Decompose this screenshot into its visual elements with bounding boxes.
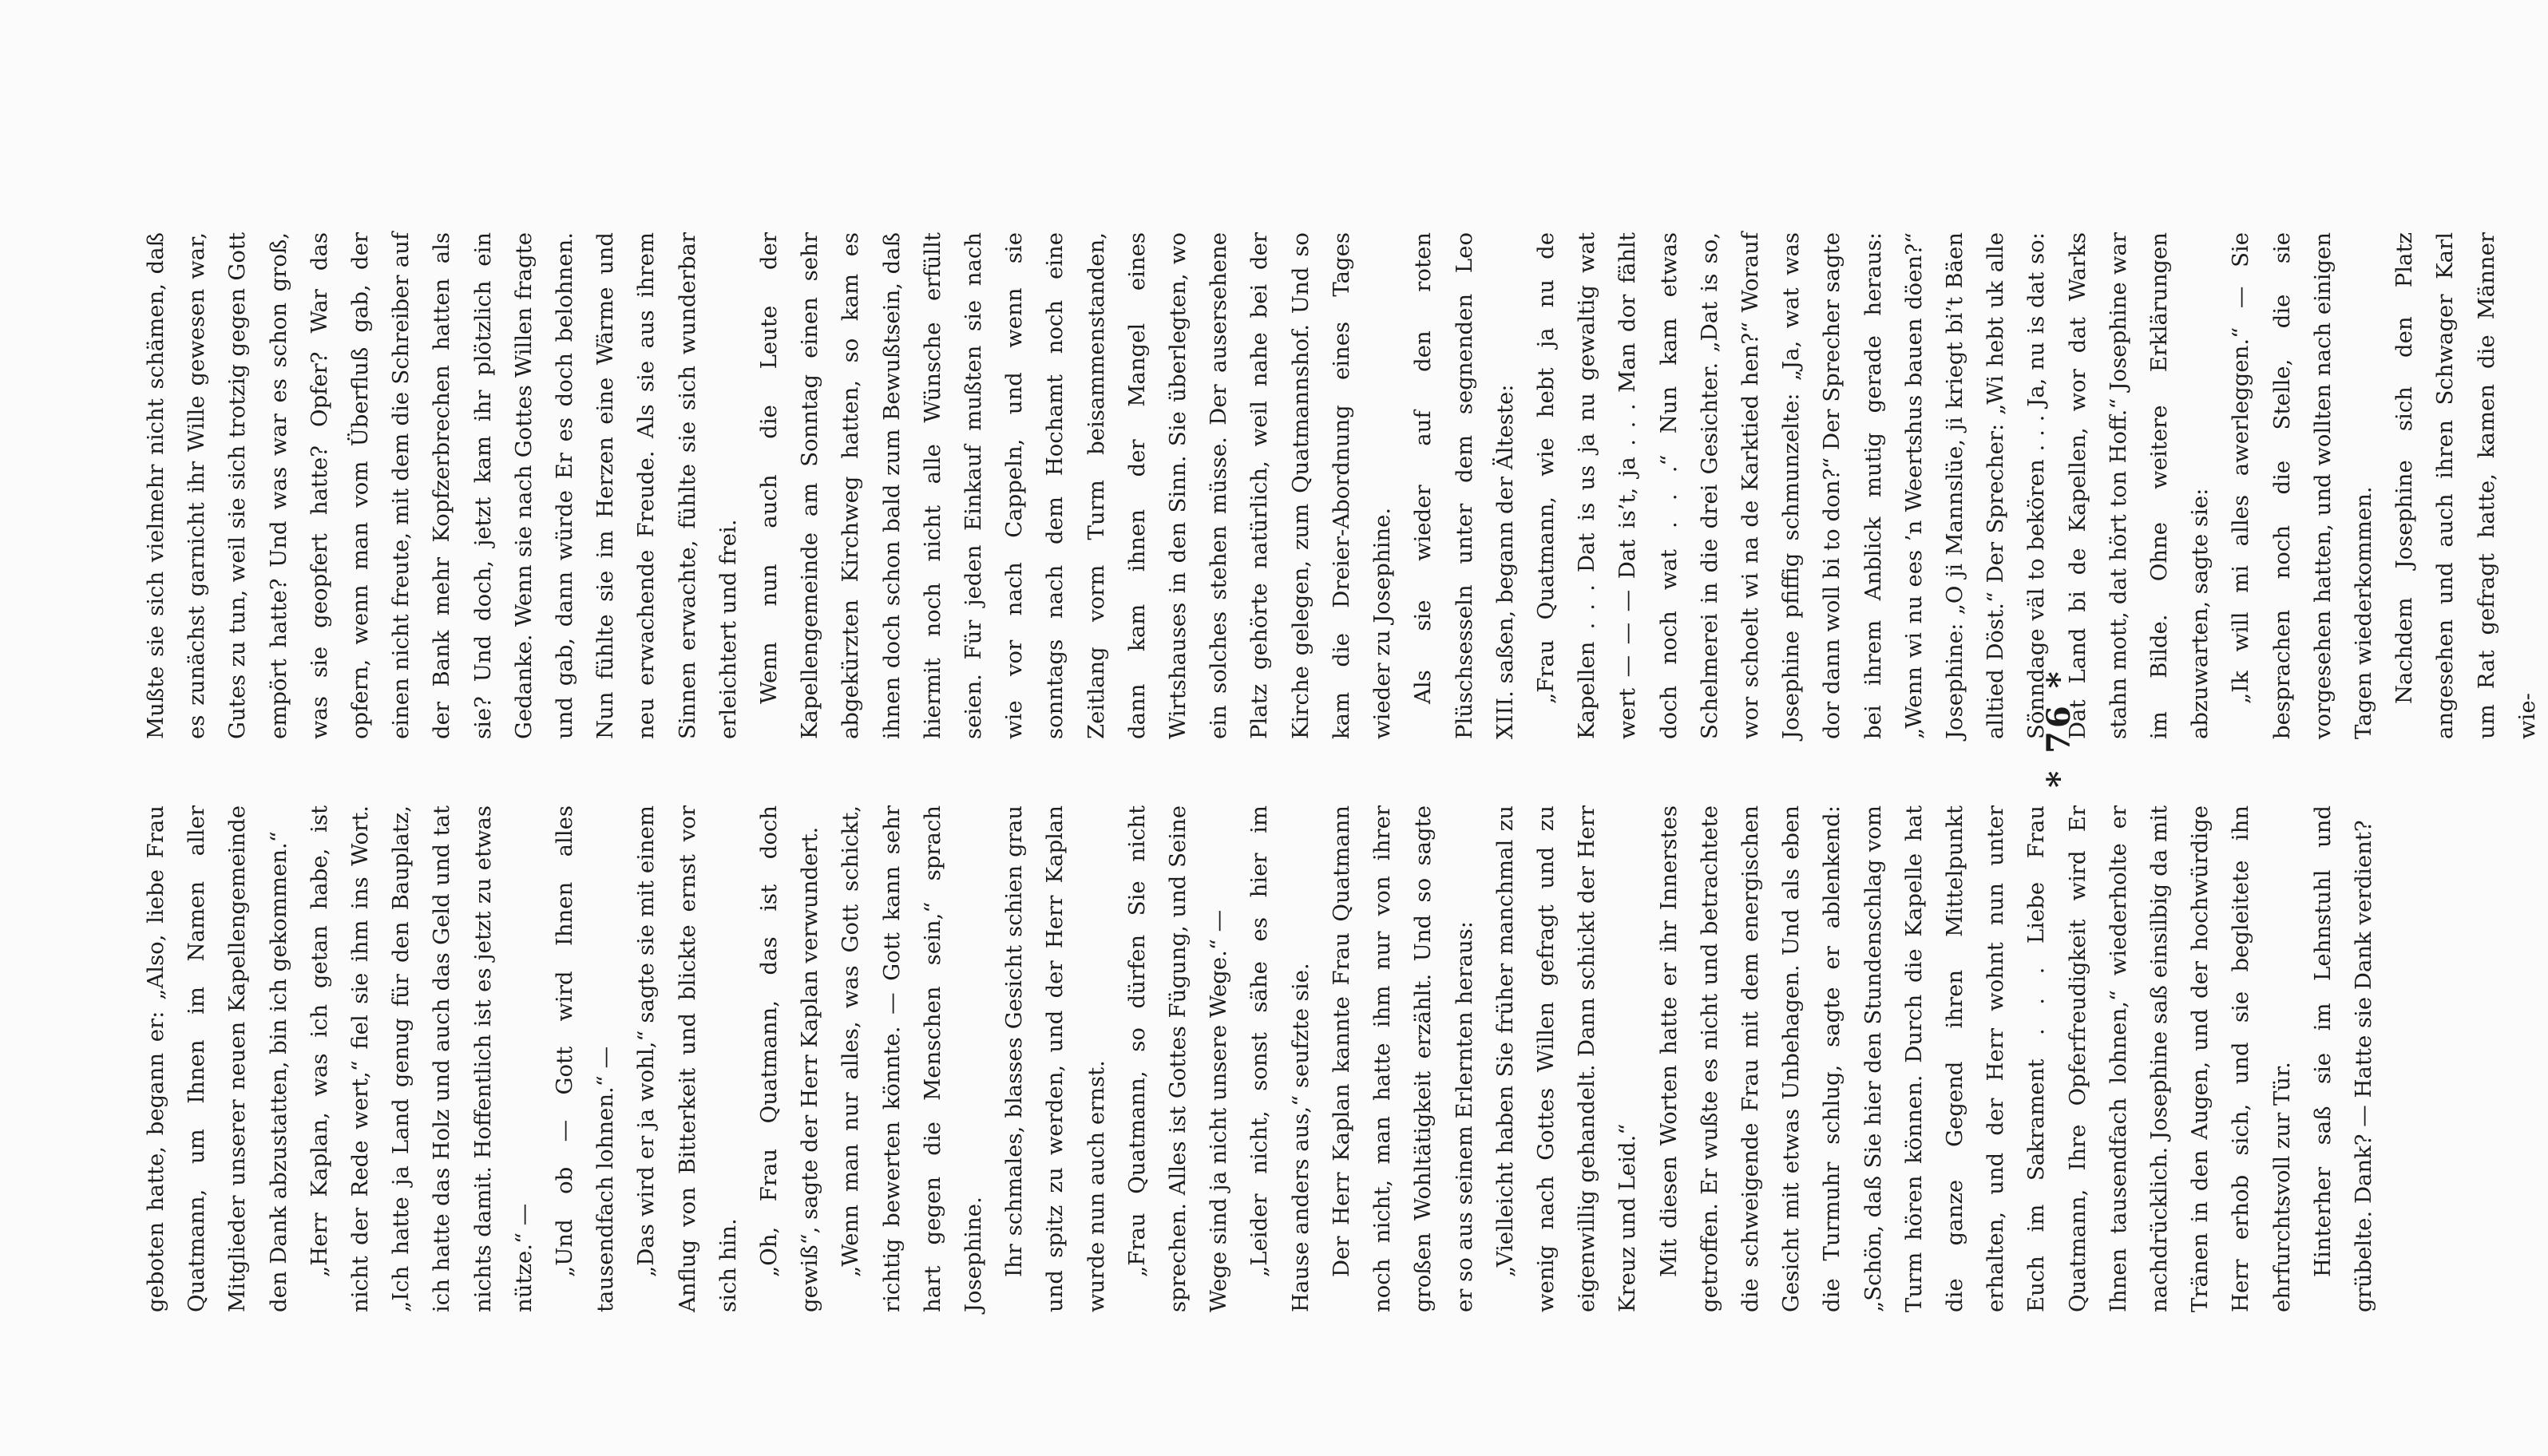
paragraph: „Frau Quatmann, so dürfen Sie nicht sprechen. Alles ist Gottes Fügung, und Seine Wege sind ja nicht unsere Wege.“ — xyxy=(1123,805,1232,1312)
paragraph: Der Herr Kaplan kannte Frau Quatmann noch nicht, man hatte ihm nur von ihrer großen Wohltätigkeit erzählt. Und so sagte er so aus seinem Erlernten heraus: xyxy=(1328,805,1477,1312)
paragraph: „Ik will mi alles awerleggen.“ — Sie besprachen noch die Stelle, die sie vorgesehen hatten, und wollten nach einigen Tagen wiederkommen. xyxy=(2228,232,2376,739)
text-column-right xyxy=(136,232,2548,739)
paragraph: „Und ob — Gott wird Ihnen alles tausendfach lohnen.“ — xyxy=(552,805,619,1312)
paragraph: Mit diesen Worten hatte er ihr Innerstes getroffen. Er wußte es nicht und betrachtete die schweigende Frau mit dem energischen Gesicht mit etwas Unbehagen. Und als eben die Turmuhr schlug, sagte er ablenkend: „Schön, daß Sie hier den Stundenschlag vom Turm hören können. Durch die Kapelle hat die ganze Gegend ihren Mittelpunkt erhalten, und der Herr wohnt nun unter Euch im Sakrament . . . Liebe Frau Quatmann, Ihre Opferfreudigkeit wird Er Ihnen tausendfach lohnen,“ wiederholte er nachdrücklich. Josephine saß einsilbig da mit Tränen in den Augen, und der hochwürdige Herr erhob sich, und sie begleitete ihn ehrfurchtsvoll zur Tür. xyxy=(1655,805,2295,1312)
page-number: * 76 * xyxy=(2040,668,2078,788)
paragraph: Mußte sie sich vielmehr nicht schämen, daß es zunächst garnicht ihr Wille gewesen war, Gutes zu tun, weil sie sich trotzig gegen Gott empört hatte? Und was war es schon groß, was sie geopfert hatte? Opfer? War das opfern, wenn man vom Überfluß gab, der einen nicht freute, mit dem die Schreiber auf der Bank mehr Kopfzerbrechen hatten als sie? Und doch, jetzt kam ihr plötzlich ein Gedanke. Wenn sie nach Gottes Willen fragte und gab, dann würde Er es doch belohnen. Nun fühlte sie im Herzen eine Wärme und neu erwachende Freude. Als sie aus ihrem Sinnen erwachte, fühlte sie sich wunderbar erleichtert und frei. xyxy=(143,232,741,739)
paragraph: Nachdem Josephine sich den Platz angesehen und auch ihren Schwager Karl um Rat gefragt hatte, kamen die Männer wie- xyxy=(2391,232,2540,739)
paragraph: Ihr schmales, blasses Gesicht schien grau und spitz zu werden, und der Herr Kaplan wurde nun auch ernst. xyxy=(1001,805,1109,1312)
paragraph: geboten hatte, begann er: „Also, liebe Frau Quatmann, um Ihnen im Namen aller Mitglieder unserer neuen Kapellengemeinde den Dank abzustatten, bin ich gekommen.“ xyxy=(143,805,291,1312)
paragraph: „Leider nicht, sonst sähe es hier im Hause anders aus,“ seufzte sie. xyxy=(1246,805,1314,1312)
paragraph: „Vielleicht haben Sie früher manchmal zu wenig nach Gottes Willen gefragt und zu eigenwillig gehandelt. Dann schickt der Herr Kreuz und Leid.“ xyxy=(1492,805,1641,1312)
paragraph: „Herr Kaplan, was ich getan habe, ist nicht der Rede wert,“ fiel sie ihm ins Wort. „Ich hatte ja Land genug für den Bauplatz, ich hatte das Holz und auch das Geld und tat nichts damit. Hoffentlich ist es jetzt zu etwas nütze.“ — xyxy=(306,805,537,1312)
paragraph: Wenn nun auch die Leute der Kapellengemeinde am Sonntag einen sehr abgekürzten Kirchweg hatten, so kam es ihnen doch schon bald zum Bewußtsein, daß hiermit noch nicht alle Wünsche erfüllt seien. Für jeden Einkauf mußten sie nach wie vor nach Cappeln, und wenn sie sonntags nach dem Hochamt noch eine Zeitlang vorm Turm beisammenstanden, dann kam ihnen der Mangel eines Wirtshauses in den Sinn. Sie überlegten, wo ein solches stehen müsse. Der ausersehene Platz gehörte natürlich, weil nahe bei der Kirche gelegen, zum Quatmannshof. Und so kam die Dreier-Abordnung eines Tages wieder zu Josephine. xyxy=(756,232,1396,739)
paragraph: Als sie wieder auf den roten Plüschsesseln unter dem segnenden Leo XIII. saßen, begann der Älteste: xyxy=(1410,232,1518,739)
paragraph: „Wenn man nur alles, was Gott schickt, richtig bewerten könnte. — Gott kann sehr hart gegen die Menschen sein,“ sprach Josephine. xyxy=(838,805,987,1312)
paragraph: Hinterher saß sie im Lehnstuhl und grübelte. Dank? — Hatte sie Dank verdient? xyxy=(2309,805,2376,1312)
paragraph: „Frau Quatmann, wie hebt ja nu de Kapellen . . . Dat is us ja nu gewaltig wat wert — — — Dat is’t, ja . . . Man dor fählt doch noch wat . . .“ Nun kam etwas Schelmerei in die drei Gesichter. „Dat is so, wor schoelt wi na de Karktied hen?“ Worauf Josephine pfiffig schmunzelte: „Ja, wat was dor dann woll bi to don?“ Der Sprecher sagte bei ihrem Anblick mutig gerade heraus: „Wenn wi nu ees ’n Weertshus bauen döen?“ Josephine: „O ji Mannslüe, ji kriegt bi’t Bäen alltied Döst.“ Der Sprecher: „Wi hebt uk alle Sönndage väl to bekören . . . Ja, nu is dat so: Dat Land bi de Kapellen, wor dat Warks stahn mott, dat hört ton Hoff.“ Josephine war im Bilde. Ohne weitere Erklärungen abzuwarten, sagte sie: xyxy=(1532,232,2213,739)
paragraph: „Oh, Frau Quatmann, das ist doch gewiß“, sagte der Herr Kaplan verwundert. xyxy=(756,805,823,1312)
paragraph: „Das wird er ja wohl,“ sagte sie mit einem Anflug von Bitterkeit und blickte ernst vor sich hin. xyxy=(633,805,741,1312)
